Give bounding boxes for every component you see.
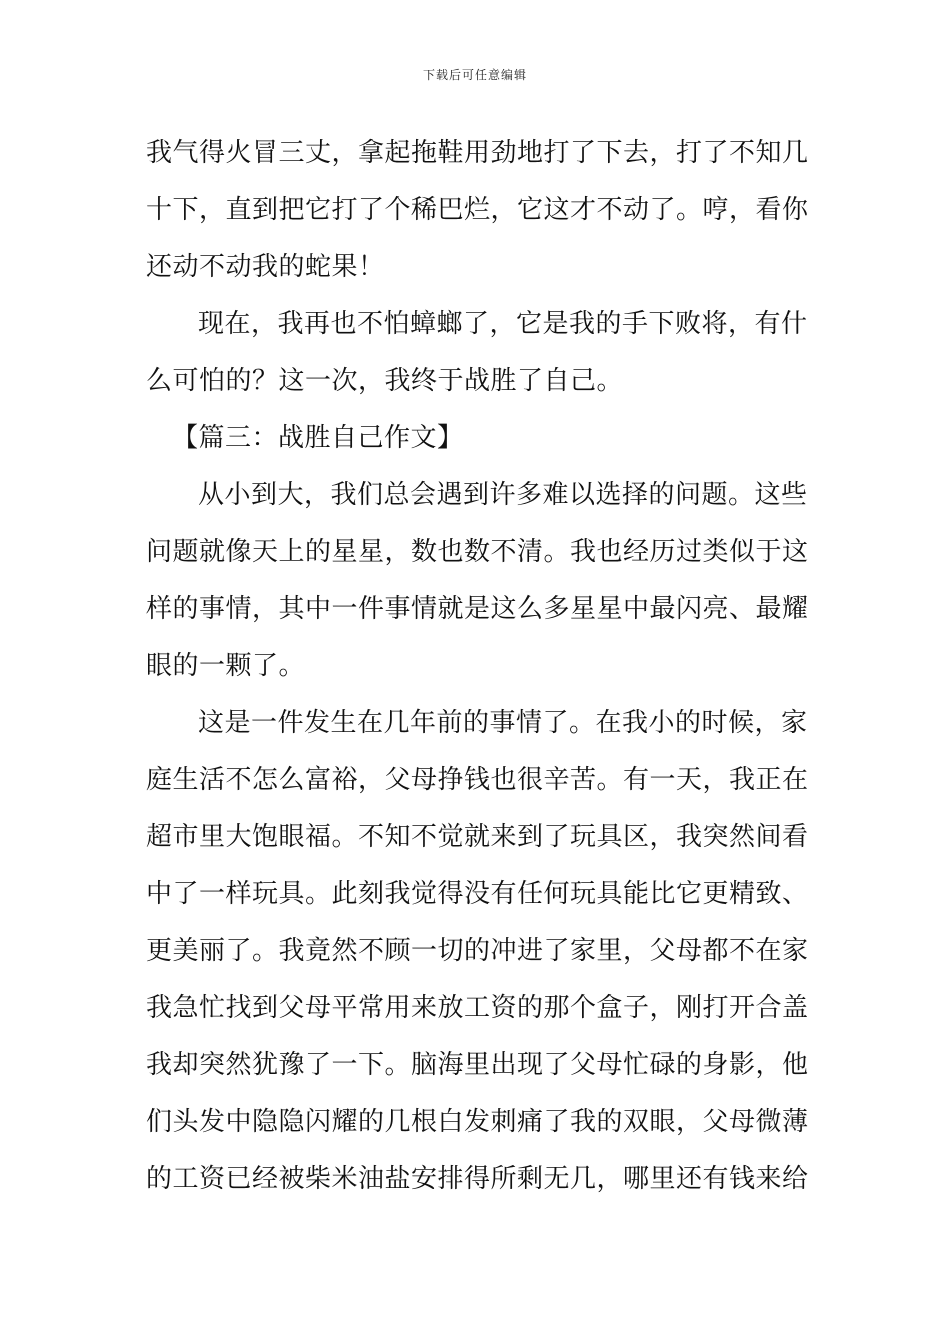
body-line-9: 样的事情，其中一件事情就是这么多星星中最闪亮、最耀 [146, 594, 809, 624]
body-line-14: 中了一样玩具。此刻我觉得没有任何玩具能比它更精致、 [146, 879, 809, 909]
body-line-11: 这是一件发生在几年前的事情了。在我小的时候，家 [198, 708, 808, 738]
body-line-8: 问题就像天上的星星，数也数不清。我也经历过类似于这 [146, 537, 809, 567]
body-line-12: 庭生活不怎么富裕，父母挣钱也很辛苦。有一天，我正在 [146, 765, 809, 795]
section-heading: 【篇三：战胜自己作文】 [172, 423, 464, 453]
body-line-7: 从小到大，我们总会遇到许多难以选择的问题。这些 [198, 480, 808, 510]
body-line-19: 的工资已经被柴米油盐安排得所剩无几，哪里还有钱来给 [146, 1164, 809, 1194]
page-header: 下载后可任意编辑 [422, 68, 527, 82]
body-line-13: 超市里大饱眼福。不知不觉就来到了玩具区，我突然间看 [146, 822, 809, 852]
body-line-4: 现在，我再也不怕蟑螂了，它是我的手下败将，有什 [198, 309, 808, 339]
body-line-5: 么可怕的？这一次，我终于战胜了自己。 [146, 366, 624, 396]
body-line-10: 眼的一颗了。 [146, 651, 306, 681]
body-line-1: 我气得火冒三丈，拿起拖鞋用劲地打了下去，打了不知几 [146, 138, 809, 168]
body-line-2: 十下，直到把它打了个稀巴烂，它这才不动了。哼，看你 [146, 195, 809, 225]
body-line-15: 更美丽了。我竟然不顾一切的冲进了家里，父母都不在家 [146, 936, 809, 966]
body-line-17: 我却突然犹豫了一下。脑海里出现了父母忙碌的身影，他 [146, 1050, 809, 1080]
body-line-3: 还动不动我的蛇果！ [146, 252, 385, 282]
body-line-18: 们头发中隐隐闪耀的几根白发刺痛了我的双眼，父母微薄 [146, 1107, 809, 1137]
body-line-16: 我急忙找到父母平常用来放工资的那个盒子，刚打开合盖 [146, 993, 809, 1023]
